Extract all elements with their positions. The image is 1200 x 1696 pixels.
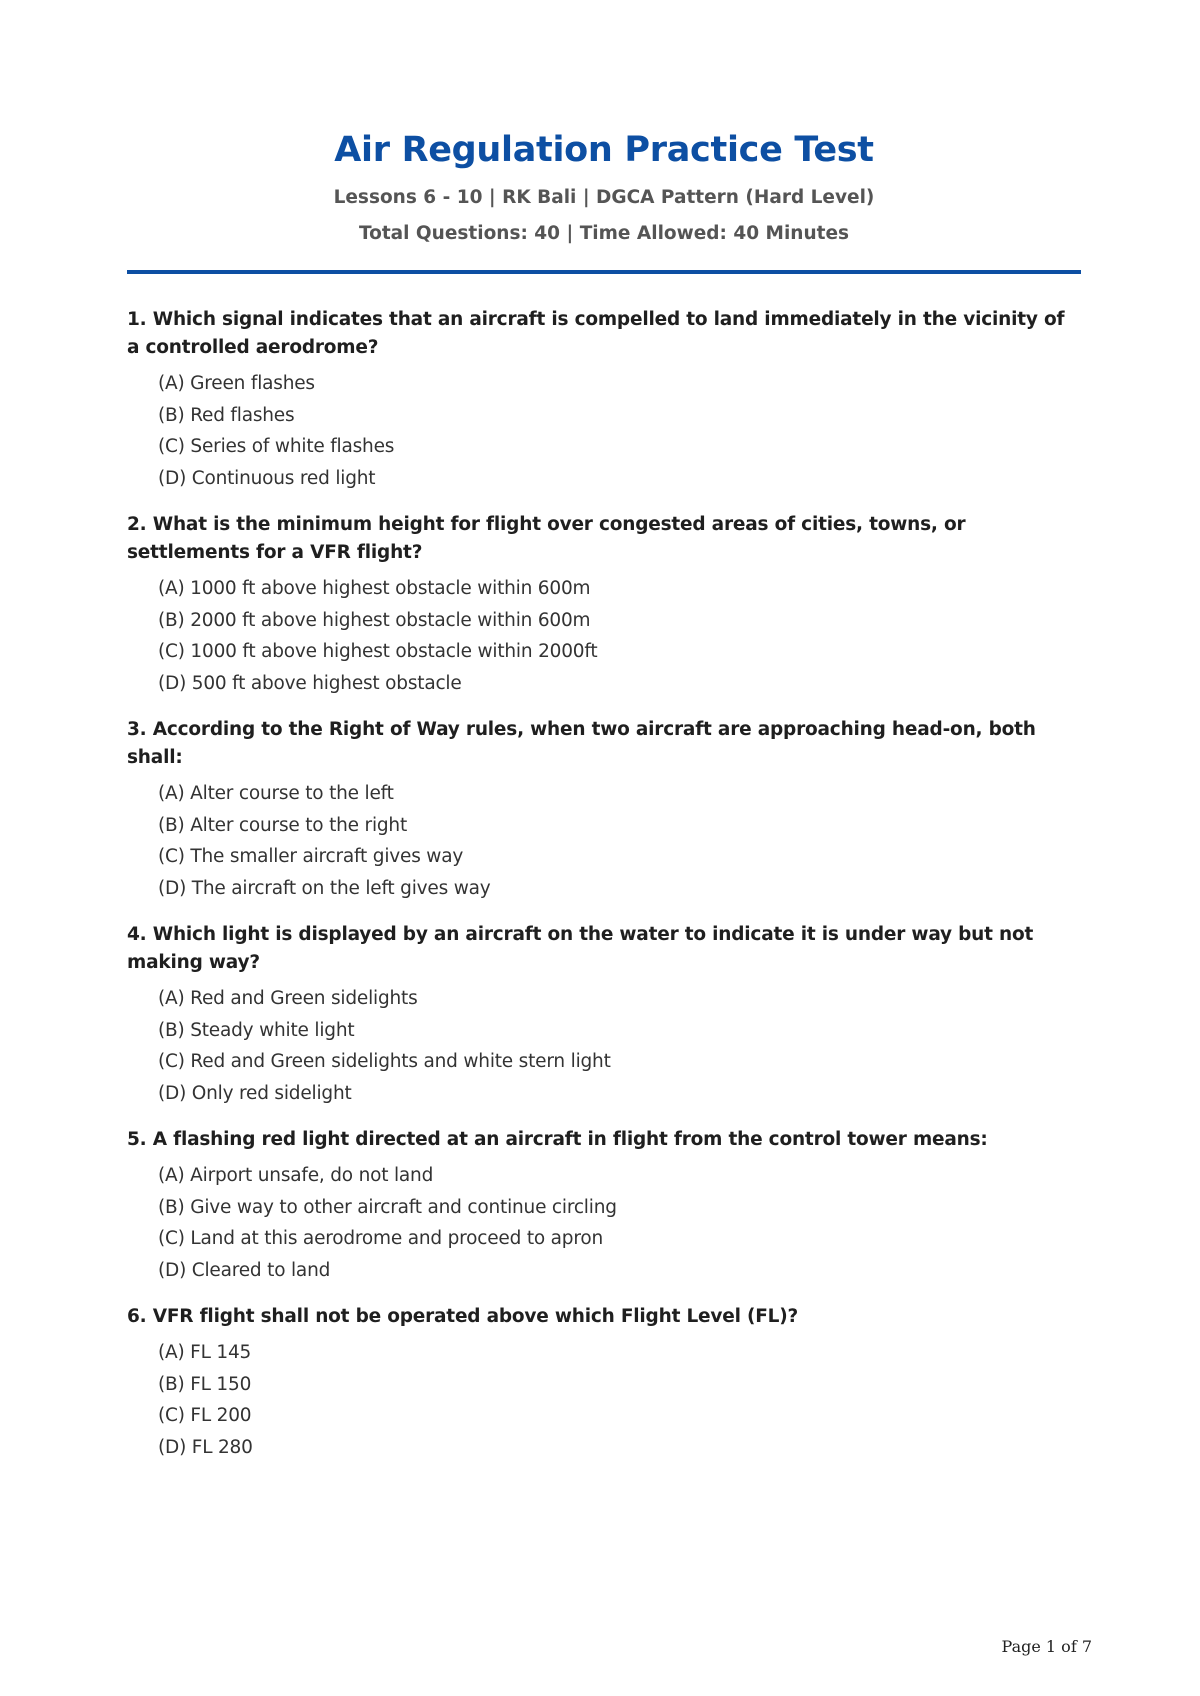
option-a: (A) Alter course to the left bbox=[158, 783, 394, 804]
option-d: (D) The aircraft on the left gives way bbox=[158, 877, 491, 899]
header-divider bbox=[127, 270, 1081, 274]
option-d: (D) Only red sidelight bbox=[158, 1082, 352, 1104]
option-d: (D) Cleared to land bbox=[158, 1259, 331, 1281]
option-d: (D) FL 280 bbox=[158, 1436, 253, 1458]
option-b: (B) 2000 ft above highest obstacle within 600m bbox=[158, 609, 591, 631]
question-list bbox=[127, 306, 1081, 1480]
option-list bbox=[127, 1160, 1081, 1286]
option-c: (C) Series of white flashes bbox=[158, 436, 395, 457]
question-5 bbox=[127, 1126, 1081, 1286]
option-b: (B) Alter course to the right bbox=[158, 814, 408, 836]
option-list bbox=[127, 1337, 1081, 1463]
option-c: (C) FL 200 bbox=[158, 1405, 252, 1426]
question-text: 2. What is the minimum height for flight over congested areas of cities, towns, or settlements for a VFR flight? bbox=[127, 514, 966, 563]
option-a: (A) 1000 ft above highest obstacle within 600m bbox=[158, 578, 591, 599]
question-2 bbox=[127, 511, 1081, 699]
document-header bbox=[127, 128, 1081, 246]
option-a: (A) Green flashes bbox=[158, 373, 315, 394]
document-subtitle: Lessons 6 - 10 | RK Bali | DGCA Pattern (Hard Level) bbox=[333, 187, 875, 208]
question-text: 5. A flashing red light directed at an aircraft in flight from the control tower means: bbox=[127, 1129, 988, 1150]
page-number: Page 1 of 7 bbox=[1001, 1637, 1092, 1656]
option-list bbox=[127, 778, 1081, 904]
option-a: (A) FL 145 bbox=[158, 1342, 252, 1363]
question-3 bbox=[127, 716, 1081, 904]
option-list bbox=[127, 573, 1081, 699]
option-b: (B) Red flashes bbox=[158, 404, 295, 426]
option-c: (C) 1000 ft above highest obstacle within 2000ft bbox=[158, 641, 598, 662]
option-a: (A) Airport unsafe, do not land bbox=[158, 1165, 434, 1186]
option-list bbox=[127, 368, 1081, 494]
question-1 bbox=[127, 306, 1081, 494]
question-text: 3. According to the Right of Way rules, when two aircraft are approaching head-on, both shall: bbox=[127, 719, 1036, 768]
option-list bbox=[127, 983, 1081, 1109]
test-meta-info: Total Questions: 40 | Time Allowed: 40 Minutes bbox=[358, 223, 850, 244]
option-b: (B) Steady white light bbox=[158, 1019, 355, 1041]
option-c: (C) Red and Green sidelights and white stern light bbox=[158, 1051, 611, 1072]
document-title: Air Regulation Practice Test bbox=[334, 130, 874, 170]
question-text: 6. VFR flight shall not be operated above which Flight Level (FL)? bbox=[127, 1306, 799, 1327]
option-d: (D) 500 ft above highest obstacle bbox=[158, 672, 462, 694]
option-d: (D) Continuous red light bbox=[158, 467, 376, 489]
question-6 bbox=[127, 1303, 1081, 1463]
option-c: (C) Land at this aerodrome and proceed to apron bbox=[158, 1228, 603, 1249]
option-b: (B) FL 150 bbox=[158, 1373, 252, 1395]
option-b: (B) Give way to other aircraft and continue circling bbox=[158, 1196, 617, 1218]
question-text: 4. Which light is displayed by an aircraft on the water to indicate it is under way but not making way? bbox=[127, 924, 1034, 973]
question-4 bbox=[127, 921, 1081, 1109]
option-c: (C) The smaller aircraft gives way bbox=[158, 846, 464, 867]
option-a: (A) Red and Green sidelights bbox=[158, 988, 418, 1009]
question-text: 1. Which signal indicates that an aircraft is compelled to land immediately in the vicinity of a controlled aerodrome? bbox=[127, 309, 1065, 358]
